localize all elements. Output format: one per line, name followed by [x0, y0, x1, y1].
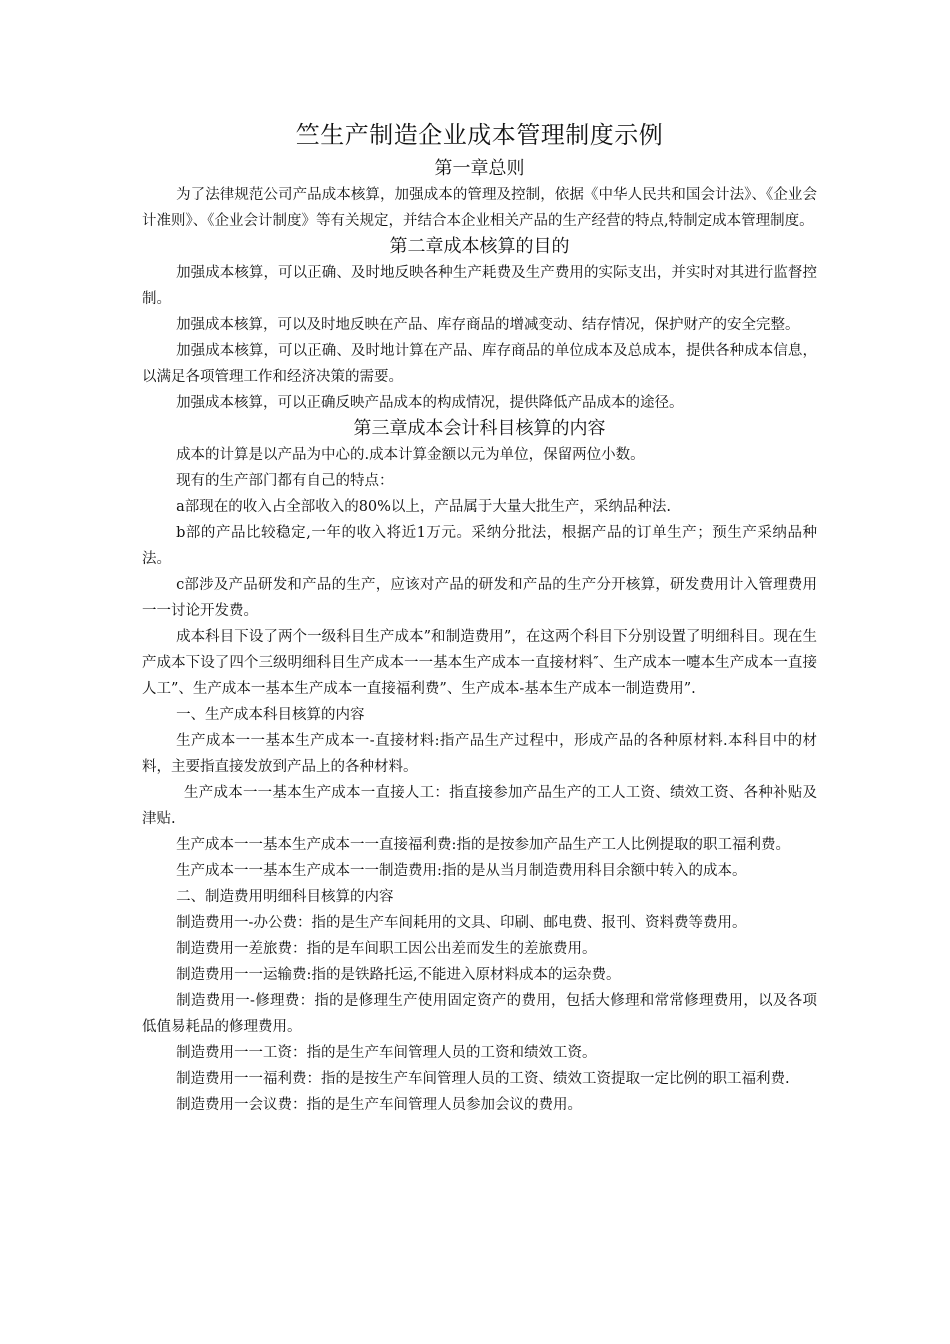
section-heading: 一、生产成本科目核算的内容 [176, 707, 365, 723]
chapter-2-paragraph: 加强成本核算，可以正确反映产品成本的构成情况，提供降低产品成本的途径。 [176, 395, 684, 411]
chapter-1-heading: 第一章总则 [434, 158, 525, 179]
chapter-3-paragraph: b部的产品比较稳定,一年的收入将近1万元。采纳分批法，根据产品的订单生产；预生产采纳品种法。 [142, 525, 817, 567]
chapter-3-paragraph: 制造费用一一福利费：指的是按生产车间管理人员的工资、绩效工资提取一定比例的职工福利费. [176, 1071, 790, 1087]
chapter-3-heading: 第三章成本会计科目核算的内容 [353, 418, 606, 439]
chapter-3-paragraph: 生产成本一一基本生产成本一一直接福利费:指的是按参加产品生产工人比例提取的职工福利费。 [176, 837, 790, 853]
document-page [142, 118, 817, 1118]
chapter-3-paragraph: c部涉及产品研发和产品的生产，应该对产品的研发和产品的生产分开核算，研发费用计入管理费用一一讨论开发费。 [142, 577, 817, 619]
chapter-3-paragraph: 成本的计算是以产品为中心的.成本计算金额以元为单位，保留两位小数。 [176, 447, 645, 463]
chapter-3-paragraph: 制造费用一-修理费：指的是修理生产使用固定资产的费用，包括大修理和常常修理费用，以及各项低值易耗品的修理费用。 [142, 993, 817, 1035]
chapter-2-paragraph: 加强成本核算，可以正确、及时地反映各种生产耗费及生产费用的实际支出，并实时对其进行监督控制。 [142, 265, 817, 307]
chapter-3-paragraph: a部现在的收入占全部收入的80%以上，产品属于大量大批生产，采纳品种法. [176, 499, 672, 515]
chapter-3-paragraph: 制造费用一一工资：指的是生产车间管理人员的工资和绩效工资。 [176, 1045, 597, 1061]
chapter-3-paragraph: 制造费用一会议费：指的是生产车间管理人员参加会议的费用。 [176, 1097, 583, 1113]
document-title: 竺生产制造企业成本管理制度示例 [295, 121, 664, 149]
chapter-3-paragraph: 成本科目下设了两个一级科目生产成本”和制造费用”，在这两个科目下分别设置了明细科目。现在生产成本下设了四个三级明细科目生产成本一一基本生产成本一直接材料″、生产成本一嚏本生产成本一直接人工”、生产成本一基本生产成本一直接福利费”、生产成本-基本生产成本一制造费用”. [142, 629, 817, 697]
chapter-3-paragraph: 现有的生产部门都有自己的特点： [176, 473, 394, 489]
chapter-3-paragraph: 制造费用一差旅费：指的是车间职工因公出差而发生的差旅费用。 [176, 941, 597, 957]
chapter-2-paragraph: 加强成本核算，可以正确、及时地计算在产品、库存商品的单位成本及总成本，提供各种成本信息，以满足各项管理工作和经济决策的需要。 [142, 343, 817, 385]
chapter-1-paragraph: 为了法律规范公司产品成本核算，加强成本的管理及控制，依据《中华人民共和国会计法》、《企业会计准则》、《企业会计制度》等有关规定，并结合本企业相关产品的生产经营的特点,特制定成本管理制度。 [142, 187, 817, 229]
chapter-2-paragraph: 加强成本核算，可以及时地反映在产品、库存商品的增减变动、结存情况，保护财产的安全完整。 [176, 317, 800, 333]
chapter-3-paragraph: 制造费用一-办公费：指的是生产车间耗用的文具、印刷、邮电费、报刊、资料费等费用。 [176, 915, 747, 931]
chapter-2-heading: 第二章成本核算的目的 [389, 236, 570, 257]
chapter-3-paragraph: 生产成本一一基本生产成本一直接人工：指直接参加产品生产的工人工资、绩效工资、各种补贴及津贴. [142, 785, 817, 827]
section-heading: 二、制造费用明细科目核算的内容 [176, 889, 394, 905]
chapter-3-paragraph: 制造费用一一运输费:指的是铁路托运,不能进入原材料成本的运杂费。 [176, 967, 621, 983]
chapter-3-paragraph: 生产成本一一基本生产成本一一制造费用:指的是从当月制造费用科目余额中转入的成本。 [176, 863, 747, 879]
chapter-3-paragraph: 生产成本一一基本生产成本一-直接材料:指产品生产过程中，形成产品的各种原材料.本科目中的材料，主要指直接发放到产品上的各种材料。 [142, 733, 817, 775]
